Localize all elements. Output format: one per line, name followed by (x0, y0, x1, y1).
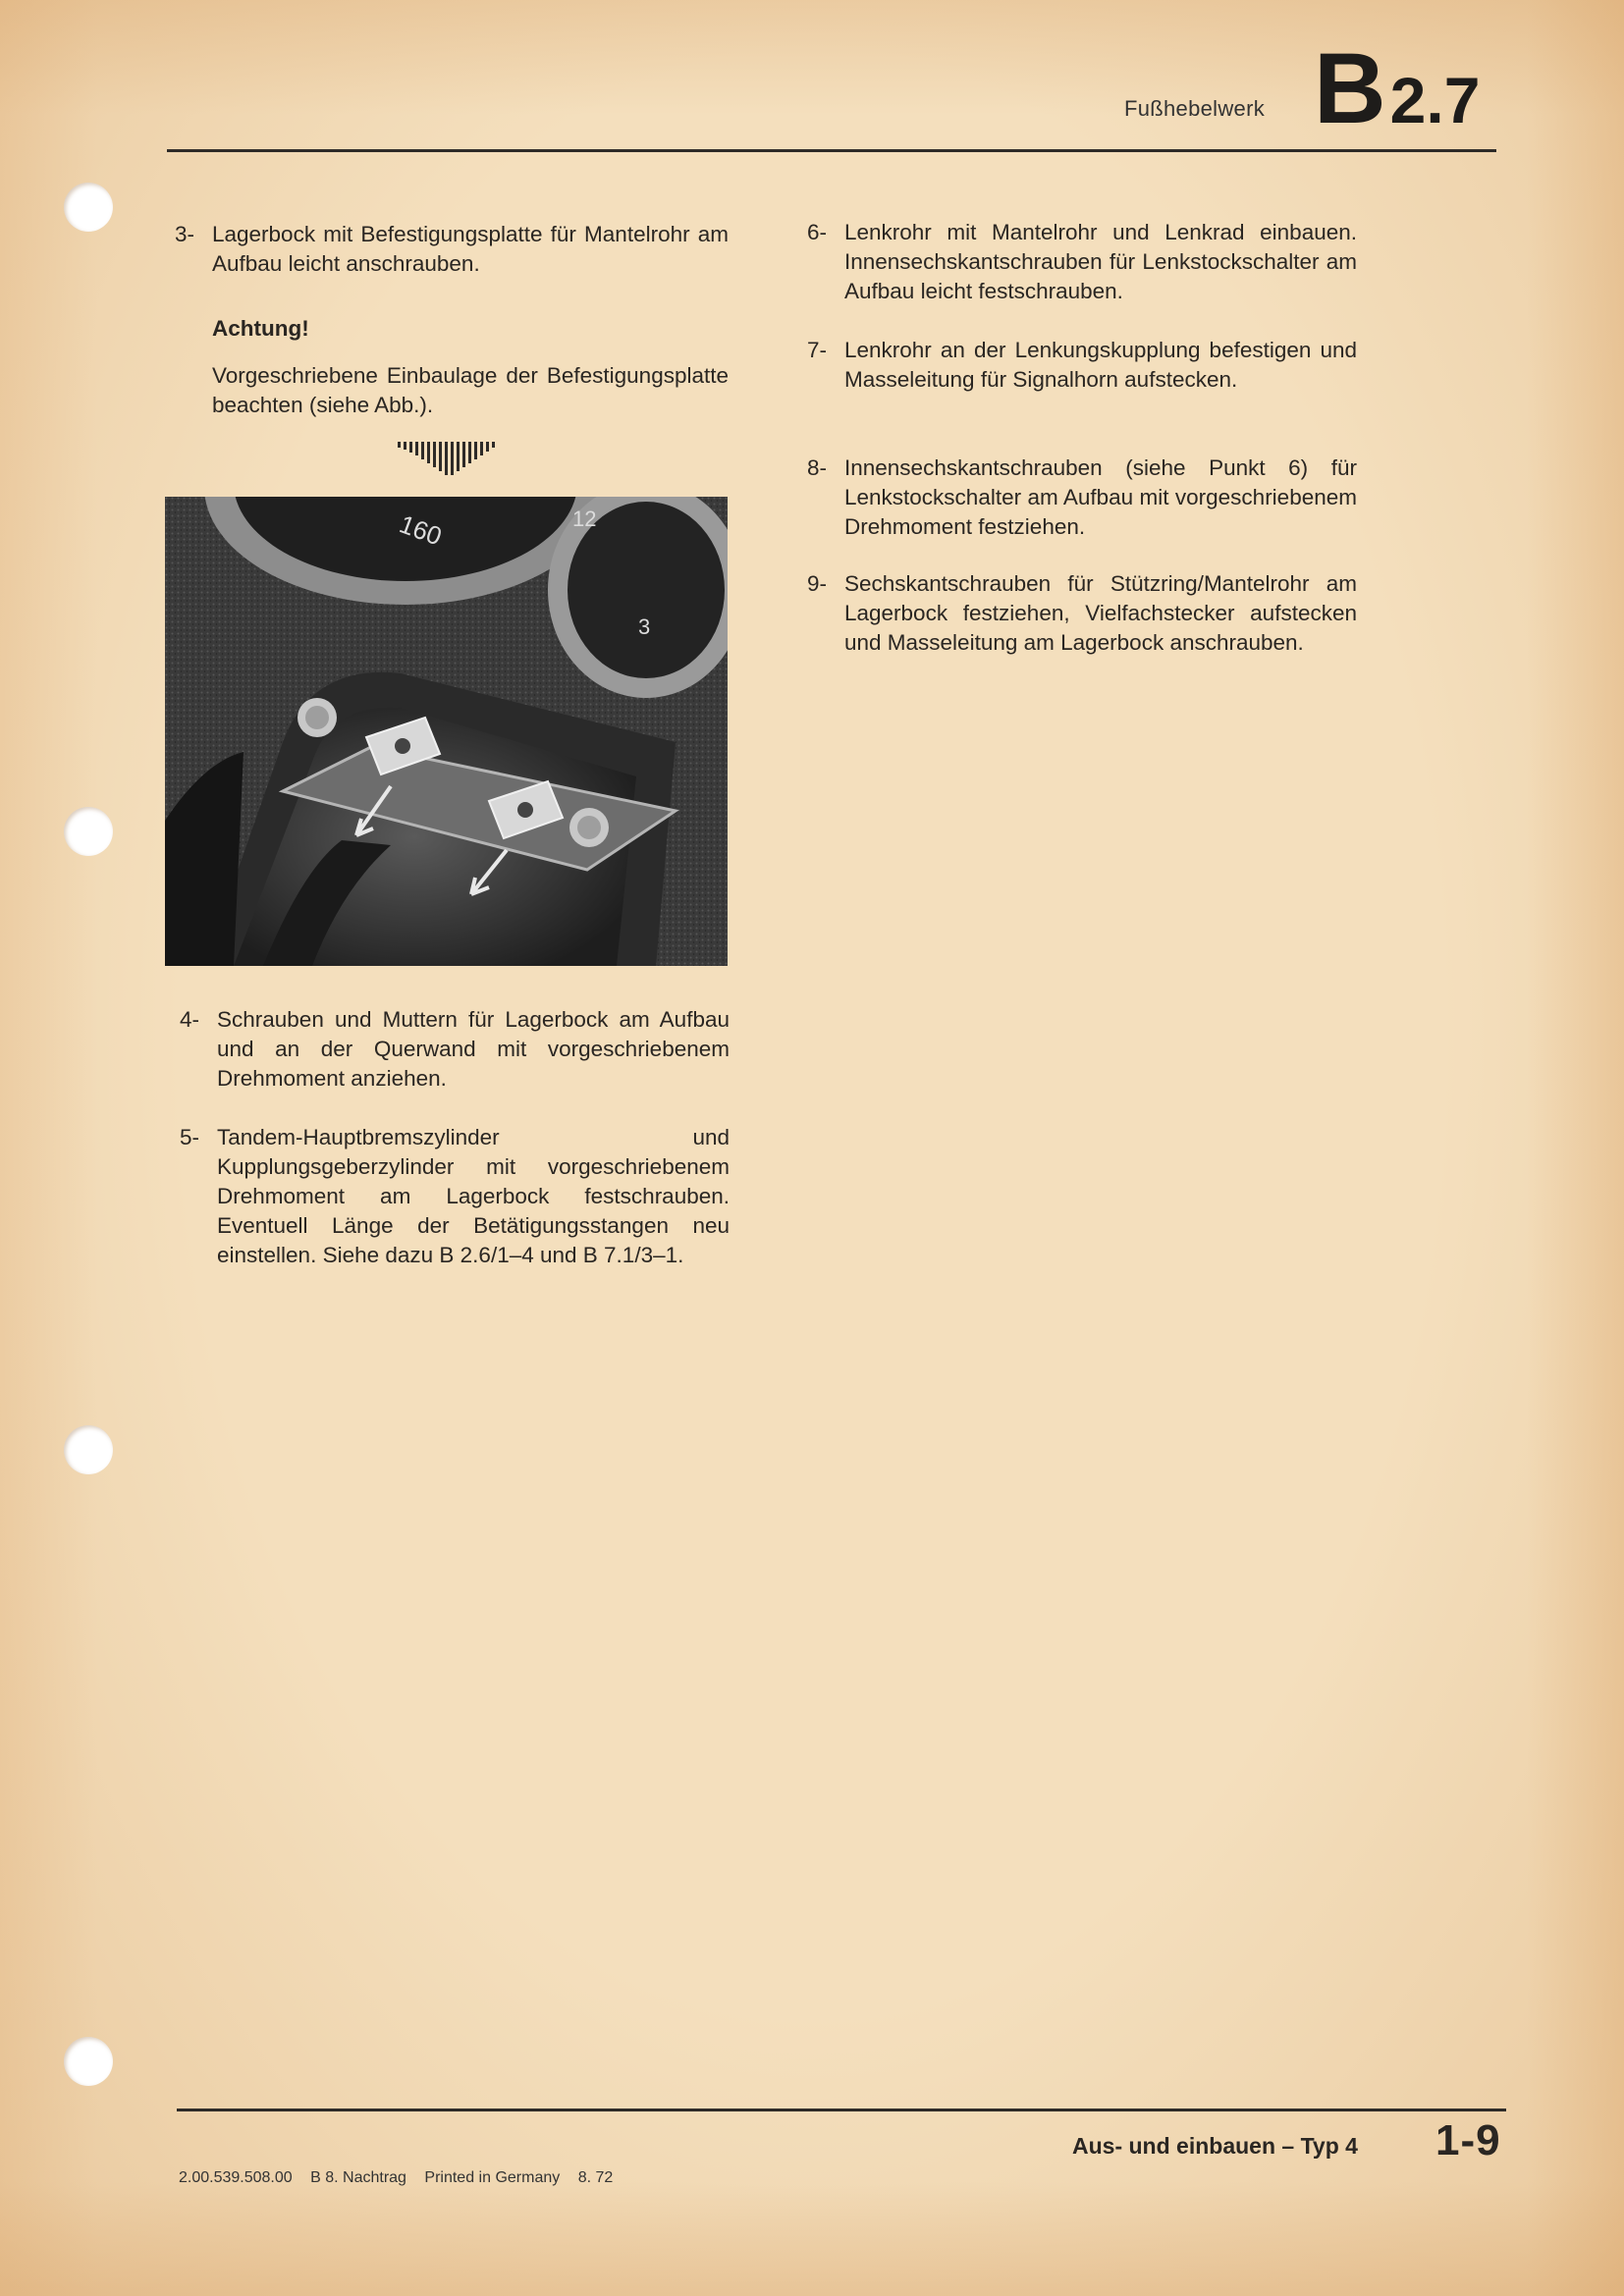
section-code-number: 2.7 (1389, 64, 1481, 136)
step-text: Schrauben und Muttern für Lagerbock am Aufbau und an der Querwand mit vorgeschriebenem Drehmoment anziehen. (217, 1007, 730, 1091)
gauge-label-12: 12 (572, 507, 597, 531)
binder-hole (64, 2037, 113, 2086)
footer-rule (177, 2109, 1506, 2111)
gauge-label-3: 3 (638, 614, 651, 639)
step-9 (807, 569, 1357, 658)
step-text: Tandem-Hauptbremszylinder und Kupplungsgeberzylinder mit vorgeschriebenem Drehmoment am Lagerbock festschrauben. Eventuell Länge der Betätigungsstangen neu einstellen. Siehe dazu B 2.6/1–4 und B 7.1/3–1. (217, 1125, 730, 1267)
step-text: Innensechskantschrauben (siehe Punkt 6) für Lenkstockschalter am Aufbau mit vorgeschriebenem Drehmoment festziehen. (844, 455, 1357, 539)
step-number: 3- (175, 222, 195, 246)
page-number: 1-9 (1435, 2116, 1501, 2164)
section-code-letter: B (1314, 32, 1384, 144)
section-title: Fußhebelwerk (1124, 96, 1265, 121)
binder-hole (64, 1425, 113, 1474)
step-text: Lenkrohr an der Lenkungskupplung befestigen und Masseleitung für Signalhorn aufstecken. (844, 338, 1357, 392)
pointer-marker-icon (398, 440, 500, 479)
step-text: Lagerbock mit Befestigungsplatte für Mantelrohr am Aufbau leicht anschrauben. (212, 222, 729, 276)
step-3 (175, 220, 729, 279)
step-4 (180, 1005, 730, 1094)
step-7 (807, 336, 1357, 395)
gauge-label-160: 160 (395, 508, 446, 552)
footer-meta (179, 2169, 626, 2187)
step-6 (807, 218, 1357, 306)
binder-hole (64, 183, 113, 232)
section-code (1314, 32, 1481, 144)
print-date: 8. 72 (577, 2169, 614, 2186)
step-text: Lenkrohr mit Mantelrohr und Lenkrad einbauen. Innensechskantschrauben für Lenkstockschalter am Aufbau leicht festschrauben. (844, 220, 1357, 303)
step-5 (180, 1123, 730, 1270)
step-number: 4- (180, 1007, 200, 1032)
doc-number: 2.00.539.508.00 (179, 2169, 293, 2186)
step-number: 6- (807, 220, 828, 244)
step-number: 9- (807, 571, 828, 596)
step-8 (807, 454, 1357, 542)
printed-label: Printed in Germany (424, 2169, 561, 2186)
installation-photo (165, 497, 728, 966)
binder-hole (64, 807, 113, 856)
header-rule (167, 149, 1496, 152)
step-number: 7- (807, 338, 828, 362)
step-text: Sechskantschrauben für Stützring/Mantelrohr am Lagerbock festziehen, Vielfachstecker aufstecken und Masseleitung am Lagerbock anschrauben. (844, 571, 1357, 655)
step-number: 5- (180, 1125, 200, 1149)
supplement-label: B 8. Nachtrag (310, 2169, 406, 2186)
warning-text: Vorgeschriebene Einbaulage der Befestigungsplatte beachten (siehe Abb.). (212, 363, 729, 417)
warning-title: Achtung! (212, 316, 309, 341)
step-number: 8- (807, 455, 828, 480)
footer-title: Aus- und einbauen – Typ 4 (1072, 2133, 1358, 2159)
